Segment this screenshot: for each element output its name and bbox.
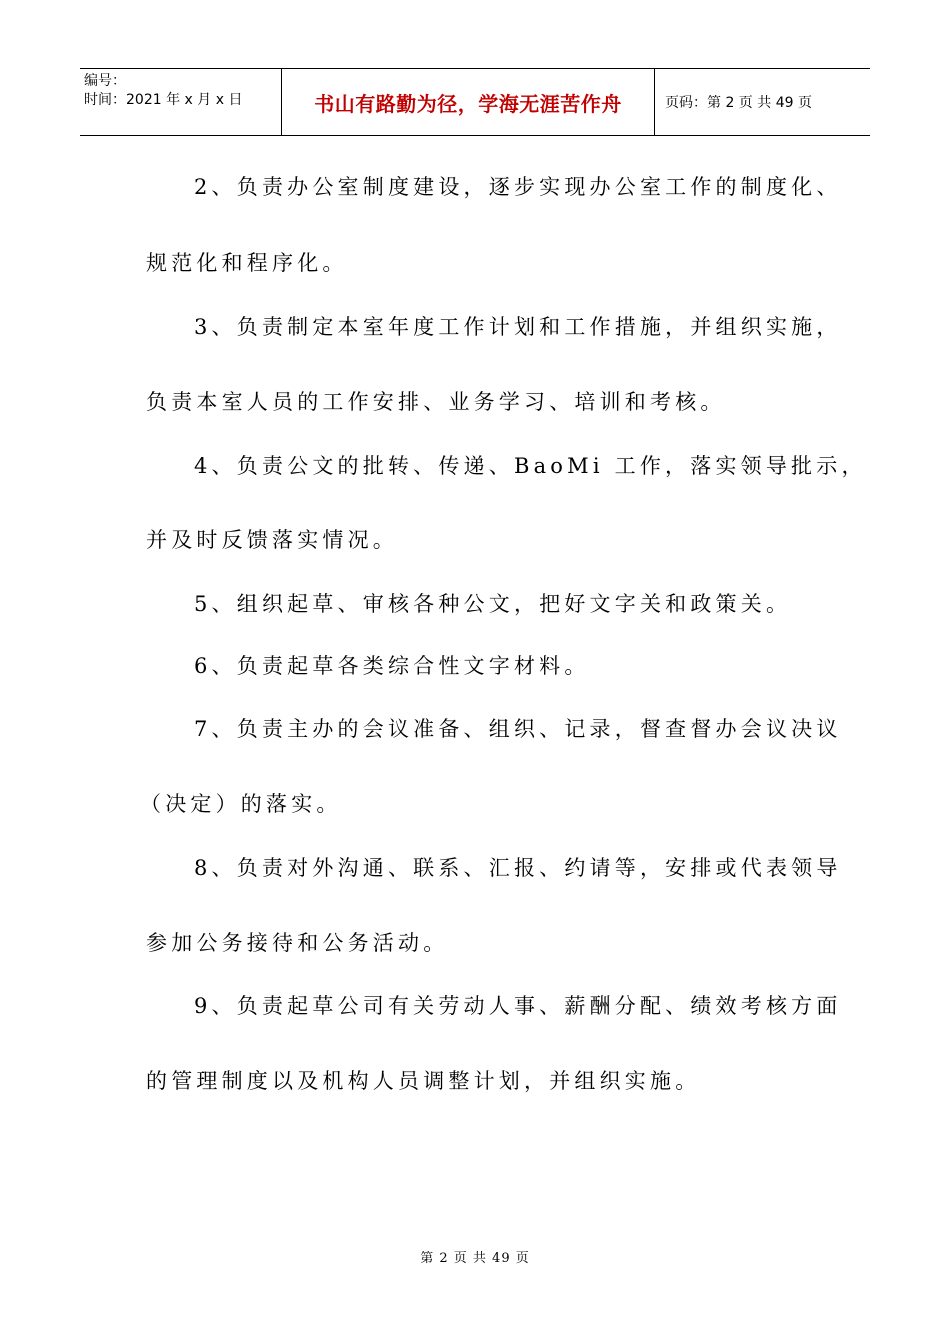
document-header — [80, 68, 870, 136]
body-line: 7、负责主办的会议准备、组织、记录，督查督办会议决议 — [194, 717, 842, 741]
header-meta — [80, 69, 282, 135]
header-motto: 书山有路勤为径，学海无涯苦作舟 — [314, 91, 622, 116]
header-motto-cell — [282, 69, 655, 135]
body-line: 并及时反馈落实情况。 — [146, 528, 398, 552]
body-line: 8、负责对外沟通、联系、汇报、约请等，安排或代表领导 — [194, 856, 842, 880]
document-time-label: 时间：2021 年 x 月 x 日 — [84, 92, 243, 108]
body-line: 9、负责起草公司有关劳动人事、薪酬分配、绩效考核方面 — [194, 994, 842, 1018]
header-page-label: 页码：第 2 页 共 49 页 — [665, 95, 812, 111]
body-line: 2、负责办公室制度建设，逐步实现办公室工作的制度化、 — [194, 175, 842, 199]
body-line: 3、负责制定本室年度工作计划和工作措施，并组织实施， — [194, 315, 842, 339]
body-line: 6、负责起草各类综合性文字材料。 — [194, 654, 590, 678]
document-number-label: 编号： — [84, 73, 126, 89]
page-footer: 第 2 页 共 49 页 — [420, 1251, 530, 1266]
body-line: 5、组织起草、审核各种公文，把好文字关和政策关。 — [194, 592, 792, 616]
header-page-cell — [655, 69, 870, 135]
body-line: 4、负责公文的批转、传递、BaoMi 工作，落实领导批示， — [194, 454, 867, 478]
body-line: （决定）的落实。 — [140, 792, 342, 816]
body-line: 参加公务接待和公务活动。 — [146, 931, 449, 955]
body-line: 的管理制度以及机构人员调整计划，并组织实施。 — [146, 1069, 701, 1093]
body-line: 负责本室人员的工作安排、业务学习、培训和考核。 — [146, 390, 726, 414]
body-line: 规范化和程序化。 — [146, 251, 348, 275]
